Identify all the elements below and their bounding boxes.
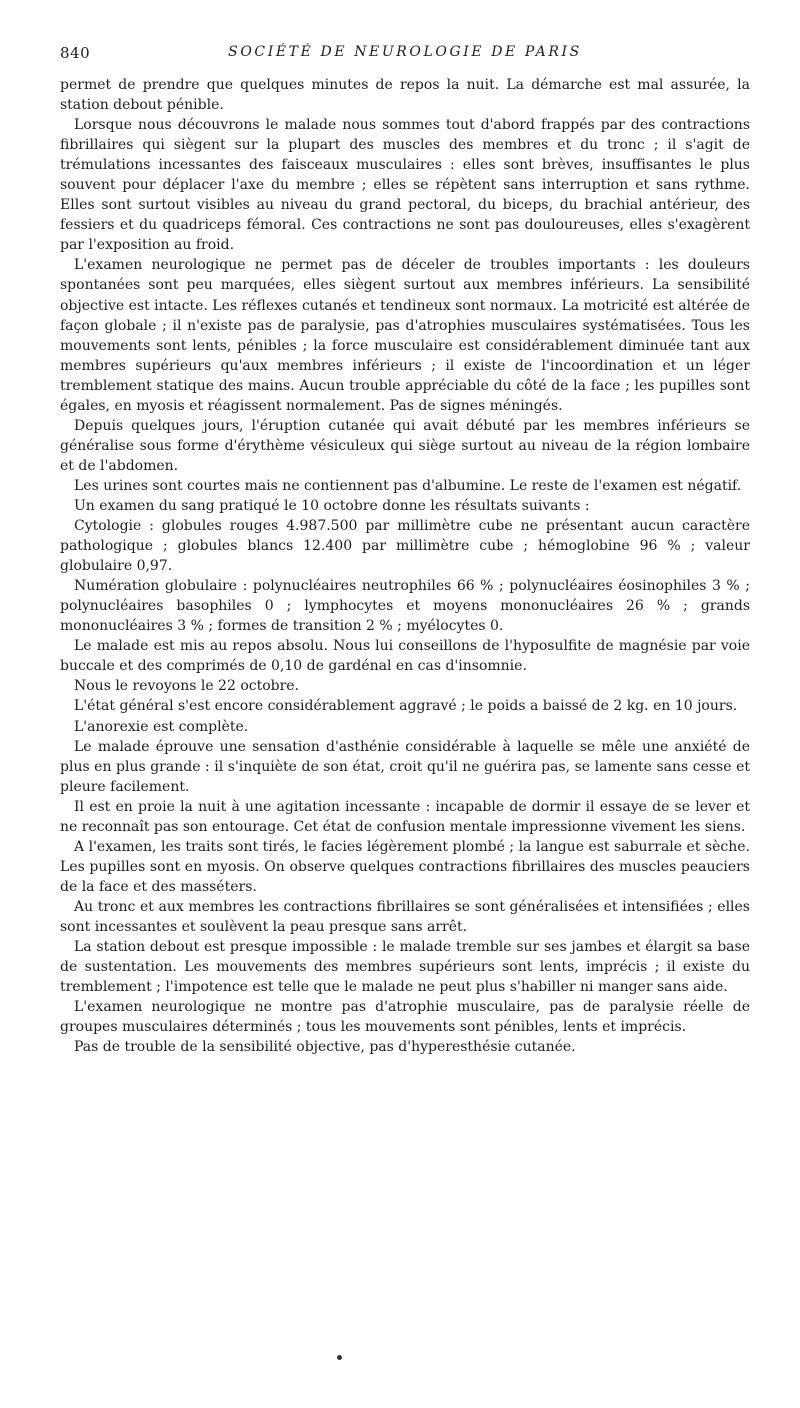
paragraph: La station debout est presque impossible : le malade tremble sur ses jambes et élargit sa base de sustentation. Les mouvements des membres supérieurs sont lents, imprécis ; il existe du tremblement ; l'impotence est telle que le malade ne peut plus s'habiller ni manger sans aide. (60, 939, 750, 996)
running-title: SOCIÉTÉ DE NEUROLOGIE DE PARIS (228, 44, 582, 60)
paragraph: A l'examen, les traits sont tirés, le facies légèrement plombé ; la langue est saburrale et sèche. Les pupilles sont en myosis. On observe quelques contractions fibrillaires des muscles peauciers de la face et des masséters. (60, 838, 750, 895)
paragraph: L'examen neurologique ne montre pas d'atrophie musculaire, pas de paralysie réelle de groupes musculaires déterminés ; tous les mouvements sont pénibles, lents et imprécis. (60, 999, 750, 1036)
paragraph: Les urines sont courtes mais ne contiennent pas d'albumine. Le reste de l'examen est négatif. (74, 477, 742, 494)
paragraph: Cytologie : globules rouges 4.987.500 par millimètre cube ne présentant aucun caractère pathologique ; globules blancs 12.400 par millimètre cube ; hémoglobine 96 % ; valeur globulaire 0,97. (60, 518, 750, 575)
paragraph: Au tronc et aux membres les contractions fibrillaires se sont généralisées et intensifiées ; elles sont incessantes et soulèvent la peau presque sans arrêt. (60, 898, 750, 935)
paragraph: Depuis quelques jours, l'éruption cutanée qui avait débuté par les membres inférieurs se généralise sous forme d'érythème vésiculeux qui siège surtout au niveau de la région lombaire et de l'abdomen. (60, 417, 750, 474)
paragraph: Il est en proie la nuit à une agitation incessante : incapable de dormir il essaye de se lever et ne reconnaît pas son entourage. Cet état de confusion mentale impressionne vivement les siens. (60, 798, 750, 835)
paragraph: L'examen neurologique ne permet pas de déceler de troubles importants : les douleurs spontanées sont peu marquées, elles siègent surtout aux membres inférieurs. La sensibilité objective est intacte. Les réflexes cutanés et tendineux sont normaux. La motricité est altérée de façon globale ; il n'existe pas de paralysie, pas d'atrophies musculaires systématisées. Tous les mouvements sont lents, pénibles ; la force musculaire est considérablement diminuée tant aux membres supérieurs qu'aux membres inférieurs ; il existe de l'incoordination et un léger tremblement statique des mains. Aucun trouble appréciable du côté de la face ; les pupilles sont égales, en myosis et réagissent normalement. Pas de signes méningés. (60, 257, 750, 414)
paragraph: Le malade est mis au repos absolu. Nous lui conseillons de l'hyposulfite de magnésie par voie buccale et des comprimés de 0,10 de gardénal en cas d'insomnie. (60, 638, 750, 675)
body-text (60, 75, 750, 1057)
paragraph: L'état général s'est encore considérablement aggravé ; le poids a baissé de 2 kg. en 10 jours. (74, 698, 738, 715)
paragraph: L'anorexie est complète. (74, 718, 249, 735)
print-speck (337, 1355, 342, 1360)
page-header (60, 44, 750, 68)
page-number: 840 (60, 44, 91, 62)
paragraph: Lorsque nous découvrons le malade nous sommes tout d'abord frappés par des contractions fibrillaires qui siègent sur la plupart des muscles des membres et du tronc ; il s'agit de trémulations incessantes des faisceaux musculaires : elles sont brèves, insuffisantes le plus souvent pour déplacer l'axe du membre ; elles se répètent sans interruption et sans rythme. Elles sont surtout visibles au niveau du grand pectoral, du biceps, du brachial antérieur, des fessiers et du quadriceps fémoral. Ces contractions ne sont pas douloureuses, elles s'exagèrent par l'exposition au froid. (60, 117, 750, 254)
paragraph: Un examen du sang pratiqué le 10 octobre donne les résultats suivants : (74, 497, 590, 514)
paragraph-continuation: permet de prendre que quelques minutes de repos la nuit. La démarche est mal assurée, la station debout pénible. (60, 77, 750, 114)
paragraph: Pas de trouble de la sensibilité objective, pas d'hyperesthésie cutanée. (74, 1039, 576, 1056)
paragraph: Numération globulaire : polynucléaires neutrophiles 66 % ; polynucléaires éosinophiles 3 % ; polynucléaires basophiles 0 ; lymphocytes et moyens mononucléaires 26 % ; grands mononucléaires 3 % ; formes de transition 2 % ; myélocytes 0. (60, 578, 750, 635)
paragraph: Le malade éprouve une sensation d'asthénie considérable à laquelle se mêle une anxiété de plus en plus grande : il s'inquiète de son état, croit qu'il ne guérira pas, se lamente sans cesse et pleure facilement. (60, 738, 750, 795)
paragraph: Nous le revoyons le 22 octobre. (74, 678, 300, 695)
